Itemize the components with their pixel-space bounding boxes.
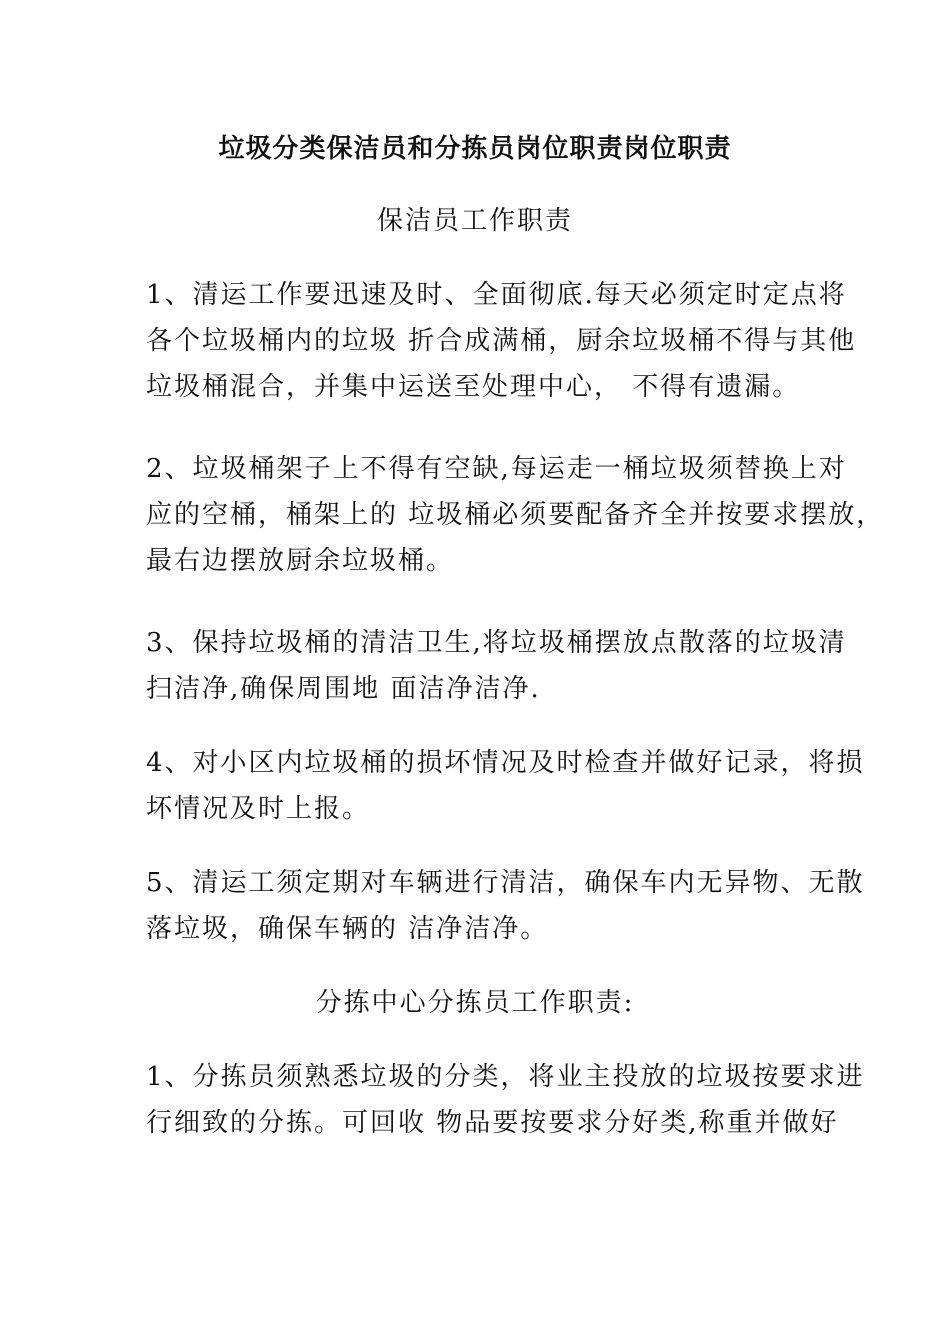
cleaner-duty-item-2 xyxy=(146,446,885,584)
cleaner-duty-item-3 xyxy=(146,620,847,712)
paragraph-line: 1、分拣员须熟悉垃圾的分类，将业主投放的垃圾按要求进 xyxy=(146,1062,865,1092)
paragraph-line: 2、垃圾桶架子上不得有空缺,每运走一桶垃圾须替换上对 xyxy=(146,454,847,484)
paragraph-line: 4、对小区内垃圾桶的损坏情况及时检查并做好记录，将损 xyxy=(146,748,865,778)
cleaner-duty-item-4 xyxy=(146,740,865,832)
paragraph-line: 行细致的分拣。可回收 物品要按要求分好类,称重并做好 xyxy=(146,1108,839,1138)
paragraph-line: 5、清运工须定期对车辆进行清洁，确保车内无异物、无散 xyxy=(146,868,865,898)
sorter-duty-item-1 xyxy=(146,1054,865,1146)
paragraph-line: 3、保持垃圾桶的清洁卫生,将垃圾桶摆放点散落的垃圾清 xyxy=(146,628,847,658)
document-title: 垃圾分类保洁员和分拣员岗位职责岗位职责 xyxy=(218,134,732,164)
cleaner-duty-item-1 xyxy=(146,272,857,410)
paragraph-line: 1、清运工作要迅速及时、全面彻底.每天必须定时定点将 xyxy=(146,280,847,310)
section-heading-cleaner: 保洁员工作职责 xyxy=(376,206,573,236)
paragraph-line: 坏情况及时上报。 xyxy=(146,794,371,824)
paragraph-line: 扫洁净,确保周围地 面洁净洁净. xyxy=(146,674,541,704)
paragraph-line: 落垃圾，确保车辆的 洁净洁净。 xyxy=(146,914,549,944)
paragraph-line: 垃圾桶混合，并集中运送至处理中心， 不得有遗漏。 xyxy=(146,372,801,402)
paragraph-line: 最右边摆放厨余垃圾桶。 xyxy=(146,546,455,576)
paragraph-line: 应的空桶，桶架上的 垃圾桶必须要配备齐全并按要求摆放， xyxy=(146,500,885,530)
section-heading-sorter: 分拣中心分拣员工作职责: xyxy=(315,988,635,1018)
cleaner-duty-item-5 xyxy=(146,860,865,952)
paragraph-line: 各个垃圾桶内的垃圾 折合成满桶，厨余垃圾桶不得与其他 xyxy=(146,326,857,356)
